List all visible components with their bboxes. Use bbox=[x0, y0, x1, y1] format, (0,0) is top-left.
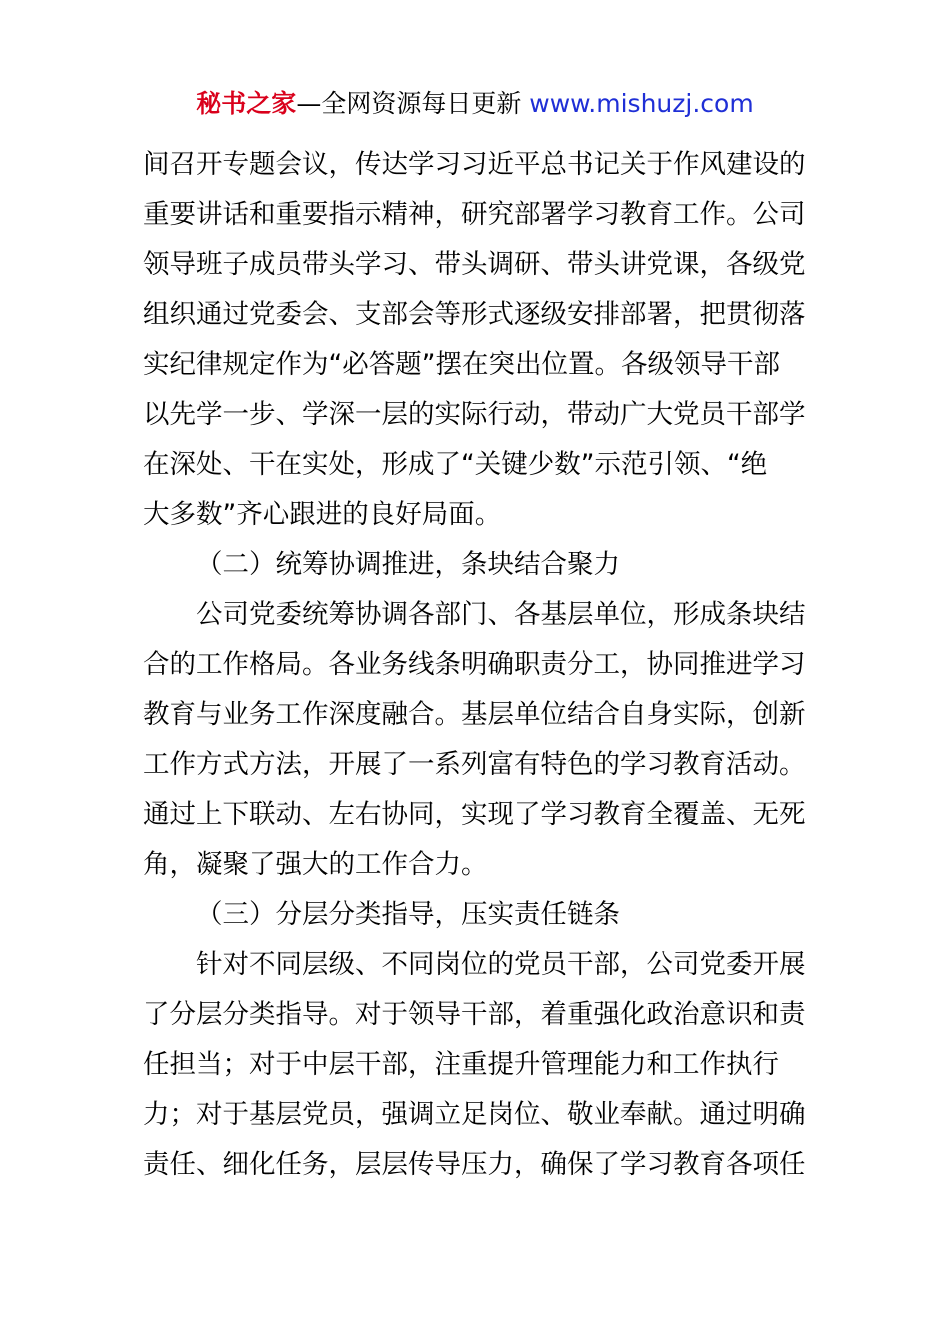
page-header bbox=[0, 86, 950, 122]
section-heading: （二）统筹协调推进，条块结合聚力 bbox=[196, 549, 620, 580]
paragraph-line: 责任、细化任务，层层传导压力，确保了学习教育各项任 bbox=[143, 1149, 806, 1180]
paragraph-line: 工作方式方法，开展了一系列富有特色的学习教育活动。 bbox=[143, 749, 806, 780]
paragraph-line: 合的工作格局。各业务线条明确职责分工，协同推进学习 bbox=[143, 649, 806, 680]
paragraph-line: 间召开专题会议，传达学习习近平总书记关于作风建设的 bbox=[143, 149, 806, 180]
paragraph-line: 重要讲话和重要指示精神，研究部署学习教育工作。公司 bbox=[143, 199, 806, 230]
paragraph-line: 针对不同层级、不同岗位的党员干部，公司党委开展 bbox=[196, 949, 806, 980]
paragraph-line: 实纪律规定作为“必答题”摆在突出位置。各级领导干部 bbox=[143, 349, 780, 380]
section-heading: （三）分层分类指导，压实责任链条 bbox=[196, 899, 620, 930]
paragraph-line: 通过上下联动、左右协同，实现了学习教育全覆盖、无死 bbox=[143, 799, 806, 830]
paragraph-line: 以先学一步、学深一层的实际行动，带动广大党员干部学 bbox=[143, 399, 806, 430]
paragraph-line: 组织通过党委会、支部会等形式逐级安排部署，把贯彻落 bbox=[143, 299, 806, 330]
document-body bbox=[143, 140, 807, 1190]
header-slogan: —全网资源每日更新 bbox=[296, 89, 530, 118]
paragraph-line: 领导班子成员带头学习、带头调研、带头讲党课，各级党 bbox=[143, 249, 806, 280]
paragraph-line: 在深处、干在实处，形成了“关键少数”示范引领、“绝 bbox=[143, 449, 768, 480]
paragraph-line: 了分层分类指导。对于领导干部，着重强化政治意识和责 bbox=[143, 999, 806, 1030]
brand-name: 秘书之家 bbox=[196, 89, 297, 118]
paragraph-line: 公司党委统筹协调各部门、各基层单位，形成条块结 bbox=[196, 599, 806, 630]
paragraph-line: 角，凝聚了强大的工作合力。 bbox=[143, 849, 488, 880]
paragraph-line: 任担当；对于中层干部，注重提升管理能力和工作执行 bbox=[143, 1049, 779, 1080]
paragraph-line: 大多数”齐心跟进的良好局面。 bbox=[143, 499, 502, 530]
paragraph-line: 力；对于基层党员，强调立足岗位、敬业奉献。通过明确 bbox=[143, 1099, 806, 1130]
site-link[interactable]: www.mishuzj.com bbox=[529, 89, 754, 118]
paragraph-line: 教育与业务工作深度融合。基层单位结合自身实际，创新 bbox=[143, 699, 806, 730]
